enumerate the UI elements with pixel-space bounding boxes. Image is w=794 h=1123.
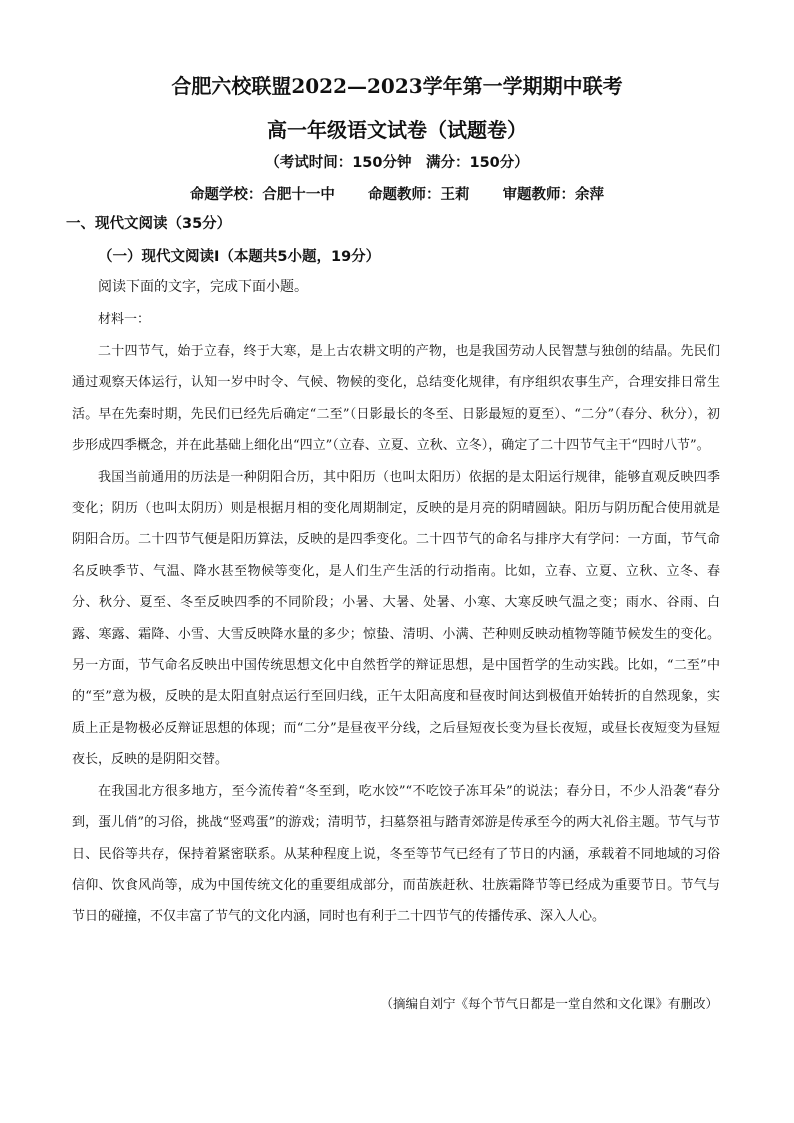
review-teacher: 审题教师：余萍 <box>502 187 605 203</box>
passage-body <box>72 336 720 933</box>
setting-school: 命题学校：合肥十一中 <box>189 187 335 203</box>
exam-title-line2: 高一年级语文试卷（试题卷） <box>267 118 527 142</box>
paragraph: 在我国北方很多地方，至今流传着“冬至到，吃水饺”“不吃饺子冻耳朵”的说法；春分日，不少人沿袭“春分到，蛋儿俏”的习俗，挑战“竖鸡蛋”的游戏；清明节，扫墓祭祖与踏青郊游是传承至今的两大礼俗主题。节气与节日、民俗等共存，保持着紧密联系。从某种程度上说，冬至等节气已经有了节日的内涵，承载着不同地域的习俗信仰、饮食风尚等，成为中国传统文化的重要组成部分，而苗族赶秋、壮族霜降节等已经成为重要节日。节气与节日的碰撞，不仅丰富了节气的文化内涵，同时也有利于二十四节气的传播传承、深入人心。 <box>72 783 720 925</box>
exam-time-score: （考试时间：150分钟 满分：150分） <box>265 155 529 171</box>
material-label: 材料一： <box>98 312 151 327</box>
section-heading: 一、现代文阅读（35分） <box>66 216 232 232</box>
exam-authors <box>0 183 794 204</box>
source-note: （摘编自刘宁《每个节气日都是一堂自然和文化课》有删改） <box>380 996 718 1011</box>
exam-title-line1: 合肥六校联盟2022—2023学年第一学期期中联考 <box>171 74 623 98</box>
paragraph: 我国当前通用的历法是一种阴阳合历，其中阳历（也叫太阳历）依据的是太阳运行规律，能够直观反映四季变化；阴历（也叫太阴历）则是根据月相的变化周期制定，反映的是月亮的阴晴圆缺。阳历与阴历配合使用就是阴阳合历。二十四节气便是阳历算法，反映的是四季变化。二十四节气的命名与排序大有学问：一方面，节气命名反映季节、气温、降水甚至物候等变化，是人们生产生活的行动指南。比如，立春、立夏、立秋、立冬、春分、秋分、夏至、冬至反映四季的不同阶段；小暑、大暑、处暑、小寒、大寒反映气温之变；雨水、谷雨、白露、寒露、霜降、小雪、大雪反映降水量的多少；惊蛰、清明、小满、芒种则反映动植物等随节候发生的变化。另一方面，节气命名反映出中国传统思想文化中自然哲学的辩证思想，是中国哲学的生动实践。比如，“二至”中的“至”意为极，反映的是太阳直射点运行至回归线，正午太阳高度和昼夜时间达到极值开始转折的自然现象，实质上正是物极必反辩证思想的体现；而“二分”是昼夜平分线，之后昼短夜长变为昼长夜短，或昼长夜短变为昼短夜长，反映的是阴阳交替。 <box>72 469 720 768</box>
subsection-heading: （一）现代文阅读Ⅰ（本题共5小题，19分） <box>98 249 381 265</box>
reading-instruction: 阅读下面的文字，完成下面小题。 <box>98 279 308 295</box>
paragraph: 二十四节气，始于立春，终于大寒，是上古农耕文明的产物，也是我国劳动人民智慧与独创的结晶。先民们通过观察天体运行，认知一岁中时令、气候、物候的变化，总结变化规律，有序组织农事生产，合理安排日常生活。早在先秦时期，先民们已经先后确定“二至”（日影最长的冬至、日影最短的夏至）、“二分”（春分、秋分），初步形成四季概念，并在此基础上细化出“四立”（立春、立夏、立秋、立冬），确定了二十四节气主干“四时八节”。 <box>72 344 720 454</box>
setting-teacher: 命题教师：王莉 <box>368 187 470 203</box>
